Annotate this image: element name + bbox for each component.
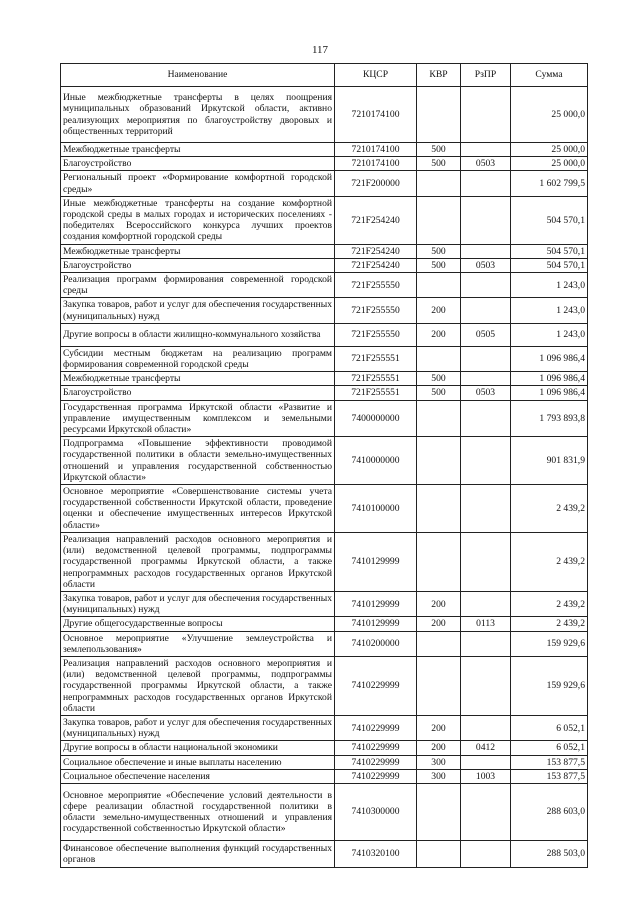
cell-kvr: 500 [417,157,461,171]
cell-name: Другие вопросы в области национальной экономики [61,741,335,755]
cell-kvr [417,631,461,656]
cell-name: Подпрограмма «Повышение эффективности проводимой государственной политики в области земельно-имущественных отношений и управления государственной собственностью Иркутской области» [61,437,335,485]
cell-sum: 6 052,1 [511,715,588,740]
cell-kvr [417,171,461,196]
cell-kvr [417,783,461,840]
table-row [61,196,588,244]
cell-code: 721F255551 [335,346,417,371]
cell-sum: 2 439,2 [511,485,588,533]
cell-code: 721F254240 [335,196,417,244]
cell-kvr [417,532,461,591]
cell-sum: 153 877,5 [511,769,588,783]
cell-code: 7410229999 [335,755,417,769]
cell-rzpr [461,273,511,298]
cell-name: Реализация программ формирования современной городской среды [61,273,335,298]
cell-rzpr [461,372,511,386]
cell-rzpr [461,840,511,867]
cell-sum: 2 439,2 [511,591,588,616]
cell-kvr: 500 [417,143,461,157]
cell-name: Социальное обеспечение и иные выплаты населению [61,755,335,769]
table-row [61,591,588,616]
table-row [61,437,588,485]
cell-rzpr [461,400,511,437]
table-row [61,157,588,171]
cell-name: Благоустройство [61,157,335,171]
cell-name: Основное мероприятие «Улучшение землеустройства и землепользования» [61,631,335,656]
cell-code: 7410300000 [335,783,417,840]
cell-sum: 159 929,6 [511,656,588,715]
cell-kvr: 500 [417,372,461,386]
cell-kvr [417,273,461,298]
cell-code: 721F255551 [335,386,417,400]
cell-kvr [417,840,461,867]
cell-rzpr [461,656,511,715]
cell-name: Реализация направлений расходов основного мероприятия и (или) ведомственной целевой программы, подпрограммы государственной программы Иркутской области, а также непрограммных расходов государственных органов Иркутской области [61,532,335,591]
cell-name: Реализация направлений расходов основного мероприятия и (или) ведомственной целевой программы, подпрограммы государственной программы Иркутской области, а также непрограммных расходов государственных органов Иркутской области [61,656,335,715]
table-row [61,87,588,143]
cell-sum: 504 570,1 [511,244,588,258]
cell-sum: 1 096 986,4 [511,386,588,400]
cell-code: 7410129999 [335,591,417,616]
cell-sum: 504 570,1 [511,258,588,272]
cell-rzpr [461,244,511,258]
cell-rzpr: 0503 [461,157,511,171]
cell-code: 7410129999 [335,617,417,631]
cell-code: 7410229999 [335,715,417,740]
cell-kvr: 500 [417,386,461,400]
table-row [61,258,588,272]
cell-sum: 1 793 893,8 [511,400,588,437]
cell-kvr [417,437,461,485]
cell-sum: 1 602 799,5 [511,171,588,196]
cell-code: 7410229999 [335,769,417,783]
cell-name: Основное мероприятие «Совершенствование системы учета государственной собственности Иркутской области, проведение оценки и обеспечение имущественных интересов Иркутской области» [61,485,335,533]
table-row [61,741,588,755]
header-rzpr: РзПР [461,64,511,87]
table-row [61,485,588,533]
table-row [61,840,588,867]
cell-sum: 2 439,2 [511,617,588,631]
table-row [61,386,588,400]
cell-sum: 25 000,0 [511,87,588,143]
cell-code: 721F200000 [335,171,417,196]
cell-sum: 25 000,0 [511,143,588,157]
table-row [61,755,588,769]
cell-kvr: 200 [417,298,461,323]
cell-sum: 159 929,6 [511,631,588,656]
table-row [61,631,588,656]
cell-sum: 288 503,0 [511,840,588,867]
cell-kvr: 200 [417,715,461,740]
header-name: Наименование [61,64,335,87]
cell-name: Основное мероприятие «Обеспечение условий деятельности в сфере реализации областной государственной политики в области земельно-имущественных отношений и управления государственной собственностью Иркутской области» [61,783,335,840]
table-row [61,244,588,258]
cell-rzpr [461,437,511,485]
cell-kvr: 200 [417,617,461,631]
cell-sum: 1 096 986,4 [511,346,588,371]
table-row [61,298,588,323]
cell-rzpr: 0412 [461,741,511,755]
cell-rzpr: 1003 [461,769,511,783]
cell-name: Благоустройство [61,386,335,400]
cell-name: Субсидии местным бюджетам на реализацию программ формирования современной городской среды [61,346,335,371]
cell-rzpr [461,783,511,840]
cell-rzpr: 0503 [461,258,511,272]
cell-kvr: 200 [417,741,461,755]
table-row [61,273,588,298]
cell-sum: 1 243,0 [511,298,588,323]
cell-rzpr [461,485,511,533]
cell-code: 721F255551 [335,372,417,386]
table-row [61,372,588,386]
cell-name: Межбюджетные трансферты [61,143,335,157]
cell-name: Региональный проект «Формирование комфортной городской среды» [61,171,335,196]
cell-name: Государственная программа Иркутской области «Развитие и управление имущественным комплексом и земельными ресурсами Иркутской области» [61,400,335,437]
cell-name: Другие вопросы в области жилищно-коммунального хозяйства [61,323,335,346]
cell-rzpr [461,87,511,143]
cell-name: Межбюджетные трансферты [61,372,335,386]
cell-rzpr [461,715,511,740]
cell-name: Социальное обеспечение населения [61,769,335,783]
cell-rzpr [461,196,511,244]
cell-code: 721F255550 [335,273,417,298]
cell-code: 7410100000 [335,485,417,533]
cell-code: 7410320100 [335,840,417,867]
header-kcsr: КЦСР [335,64,417,87]
cell-rzpr: 0503 [461,386,511,400]
table-row [61,769,588,783]
table-row [61,171,588,196]
cell-kvr: 300 [417,755,461,769]
budget-table [60,63,588,868]
cell-name: Финансовое обеспечение выполнения функций государственных органов [61,840,335,867]
cell-code: 7210174100 [335,87,417,143]
cell-rzpr [461,346,511,371]
cell-kvr: 200 [417,323,461,346]
cell-sum: 504 570,1 [511,196,588,244]
cell-code: 721F255550 [335,323,417,346]
cell-name: Закупка товаров, работ и услуг для обеспечения государственных (муниципальных) нужд [61,715,335,740]
cell-name: Другие общегосударственные вопросы [61,617,335,631]
cell-rzpr [461,143,511,157]
cell-code: 7210174100 [335,157,417,171]
cell-kvr [417,400,461,437]
header-kvr: КВР [417,64,461,87]
table-row [61,400,588,437]
cell-kvr [417,656,461,715]
cell-rzpr [461,532,511,591]
cell-kvr [417,196,461,244]
cell-code: 7400000000 [335,400,417,437]
table-row [61,617,588,631]
cell-name: Закупка товаров, работ и услуг для обеспечения государственных (муниципальных) нужд [61,298,335,323]
cell-sum: 901 831,9 [511,437,588,485]
cell-kvr: 300 [417,769,461,783]
cell-name: Иные межбюджетные трансферты на создание комфортной городской среды в малых городах и исторических поселениях - победителях Всероссийского конкурса лучших проектов создания комфортной городской среды [61,196,335,244]
cell-code: 7410200000 [335,631,417,656]
table-row [61,323,588,346]
cell-name: Благоустройство [61,258,335,272]
cell-name: Межбюджетные трансферты [61,244,335,258]
cell-kvr [417,87,461,143]
cell-rzpr [461,171,511,196]
cell-code: 7410000000 [335,437,417,485]
cell-code: 721F254240 [335,258,417,272]
table-row [61,532,588,591]
cell-kvr [417,346,461,371]
table-row [61,346,588,371]
page-number: 117 [311,44,329,56]
table-row [61,715,588,740]
cell-code: 7410229999 [335,656,417,715]
table-row [61,143,588,157]
cell-sum: 1 243,0 [511,323,588,346]
cell-kvr: 500 [417,258,461,272]
table-header-row [61,64,588,87]
cell-sum: 2 439,2 [511,532,588,591]
cell-kvr [417,485,461,533]
cell-rzpr: 0113 [461,617,511,631]
cell-code: 721F254240 [335,244,417,258]
cell-name: Иные межбюджетные трансферты в целях поощрения муниципальных образований Иркутской области, активно реализующих мероприятия по благоустройству дворовых и общественных территорий [61,87,335,143]
cell-code: 7410129999 [335,532,417,591]
cell-rzpr [461,755,511,769]
cell-sum: 153 877,5 [511,755,588,769]
cell-name: Закупка товаров, работ и услуг для обеспечения государственных (муниципальных) нужд [61,591,335,616]
cell-rzpr [461,591,511,616]
cell-code: 721F255550 [335,298,417,323]
cell-kvr: 500 [417,244,461,258]
cell-code: 7410229999 [335,741,417,755]
cell-rzpr [461,298,511,323]
cell-sum: 1 243,0 [511,273,588,298]
table-row [61,783,588,840]
cell-sum: 25 000,0 [511,157,588,171]
cell-sum: 288 603,0 [511,783,588,840]
cell-kvr: 200 [417,591,461,616]
cell-rzpr: 0505 [461,323,511,346]
cell-sum: 6 052,1 [511,741,588,755]
cell-rzpr [461,631,511,656]
cell-sum: 1 096 986,4 [511,372,588,386]
table-row [61,656,588,715]
header-sum: Сумма [511,64,588,87]
cell-code: 7210174100 [335,143,417,157]
